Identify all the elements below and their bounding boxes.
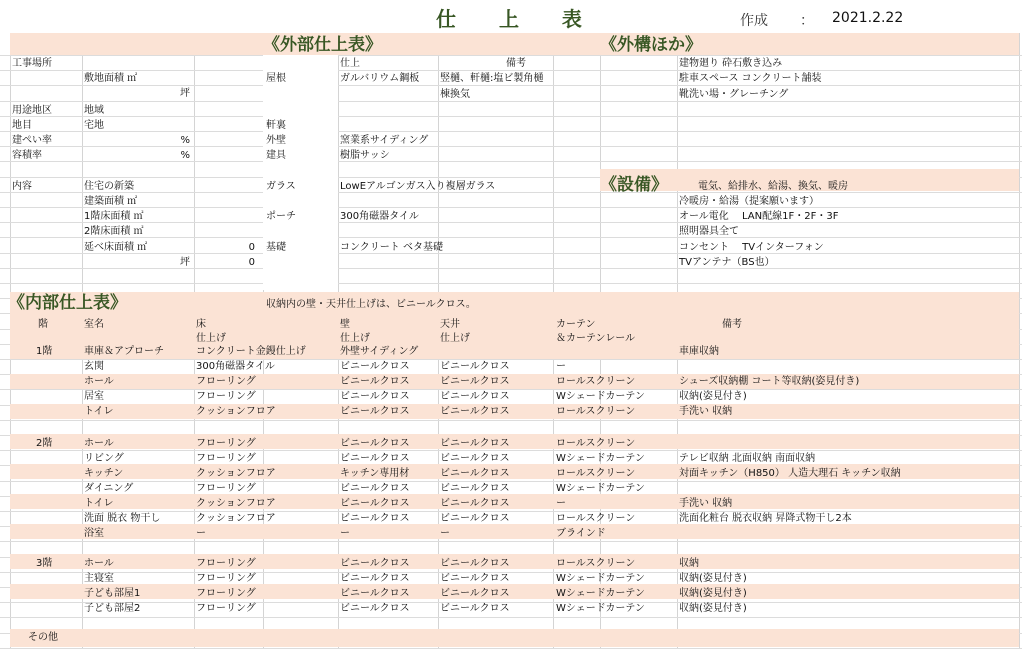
total-floor-area-label: 延べ床面積 ㎡ [84, 242, 148, 253]
curtain: ロールスクリーン [556, 376, 636, 387]
grid-hline [0, 146, 1022, 147]
curtain: Wシェードカーテン [556, 603, 645, 614]
curtain: ー [556, 361, 566, 372]
fittings-label: 建具 [266, 150, 286, 161]
floor-finish: フローリング [196, 588, 256, 599]
equipment-item: 冷暖房・給湯（提案願います） [679, 196, 819, 207]
remarks: 収納(姿見付き) [679, 603, 747, 614]
curtain: ロールスクリーン [556, 558, 636, 569]
coverage-unit: % [180, 135, 190, 146]
site-area-tsubo: 坪 [180, 88, 190, 99]
room-name: トイレ [84, 498, 114, 509]
col-header-remarks: 備考 [722, 319, 742, 330]
foundation-finish: コンクリート ベタ基礎 [340, 242, 443, 253]
exterior-section-heading: 《外部仕上表》 [263, 35, 382, 55]
curtain: Wシェードカーテン [556, 483, 645, 494]
curtain: Wシェードカーテン [556, 453, 645, 464]
floor-finish: フローリング [196, 573, 256, 584]
equipment-item: 照明器具全て [679, 226, 739, 237]
content-label: 内容 [12, 181, 32, 192]
room-name: 居室 [84, 391, 104, 402]
ceiling-finish: ビニールクロス [440, 376, 510, 387]
remarks: 収納 [679, 558, 699, 569]
wall-finish: ビニールクロス [340, 483, 410, 494]
room-name: ホール [84, 438, 114, 449]
room-name: 子ども部屋2 [84, 603, 141, 614]
remarks: テレビ収納 北面収納 南面収納 [679, 453, 816, 464]
interior-note: 収納内の壁・天井仕上げは、ビニールクロス。 [266, 299, 476, 310]
land-category-label: 地目 [12, 120, 32, 131]
room-name: 車庫＆アプローチ [84, 346, 164, 357]
col-header-floor-finish: 床 [196, 319, 206, 330]
ceiling-finish: ビニールクロス [440, 558, 510, 569]
grid-hline [0, 101, 1022, 102]
use-zone-value: 地域 [84, 105, 104, 116]
room-name: ホール [84, 376, 114, 387]
col-header-curtain: カーテン [556, 319, 596, 330]
row-band [10, 494, 1019, 509]
grid-hline [0, 237, 1022, 238]
remarks: 洗面化粧台 脱衣収納 昇降式物干し2本 [679, 513, 852, 524]
ceiling-finish: ビニールクロス [440, 361, 510, 372]
grid-hline [0, 648, 1022, 649]
floor-finish: クッションフロア [196, 468, 276, 479]
wall-finish: ー [340, 528, 350, 539]
floor-level-label: 1階 [36, 346, 53, 357]
curtain: ブラインド [556, 528, 606, 539]
remarks: 手洗い 収納 [679, 498, 733, 509]
wall-finish: ビニールクロス [340, 361, 410, 372]
exterior-other-section-heading: 《外構ほか》 [600, 35, 702, 55]
eaves-label: 軒裏 [266, 120, 286, 131]
curtain: Wシェードカーテン [556, 588, 645, 599]
floor-finish: ー [196, 528, 206, 539]
equipment-item: TVアンテナ（BS也） [679, 257, 775, 268]
floor-finish: クッションフロア [196, 406, 276, 417]
ceiling-finish: ビニールクロス [440, 391, 510, 402]
wall-finish: ビニールクロス [340, 406, 410, 417]
floor-level-label: 2階 [36, 438, 53, 449]
remarks: シューズ収納棚 コート等収納(姿見付き) [679, 376, 860, 387]
grid-hline [0, 541, 1022, 542]
row-band [10, 404, 1019, 419]
grid-hline [0, 617, 1022, 618]
grid-hline [0, 116, 1022, 117]
wall-finish: ビニールクロス [340, 453, 410, 464]
subheader-curtain-rail: ＆カーテンレール [556, 333, 636, 344]
floor-level-label: 3階 [36, 558, 53, 569]
site-area-label: 敷地面積 ㎡ [84, 73, 138, 84]
curtain: ロールスクリーン [556, 513, 636, 524]
wall-finish: ビニールクロス [340, 588, 410, 599]
wall-finish: ビニールクロス [340, 498, 410, 509]
ceiling-finish: ビニールクロス [440, 483, 510, 494]
grid-hline [0, 359, 1022, 360]
exterior-other-item: 駐車スペース コンクリート舗装 [679, 73, 822, 84]
grid-hline [0, 268, 1022, 269]
floor-area-ratio-unit: % [180, 150, 190, 161]
wall-finish: 窯業系サイディング [340, 135, 429, 146]
ceiling-finish: ビニールクロス [440, 468, 510, 479]
roof-label: 屋根 [266, 73, 286, 84]
created-label: 作成 [740, 13, 768, 29]
remarks: 車庫収納 [679, 346, 719, 357]
other-band [10, 629, 1019, 647]
curtain: ロールスクリーン [556, 468, 636, 479]
equipment-summary: 電気、給排水、給湯、換気、暖房 [698, 181, 848, 192]
floor-area-ratio-label: 容積率 [12, 150, 42, 161]
land-category-value: 宅地 [84, 120, 104, 131]
floor-finish: フローリング [196, 603, 256, 614]
wall-finish: ビニールクロス [340, 391, 410, 402]
coverage-label: 建ぺい率 [12, 135, 52, 146]
exterior-left-band [10, 33, 263, 55]
grid-hline [0, 253, 1022, 254]
floor1-area-label: 1階床面積 ㎡ [84, 211, 144, 222]
row-band [10, 584, 1019, 599]
created-colon: ： [800, 13, 814, 29]
grid-hline [0, 131, 1022, 132]
grid-hline [0, 481, 1022, 482]
room-name: キッチン [84, 468, 124, 479]
grid-hline [0, 572, 1022, 573]
ceiling-finish: ビニールクロス [440, 513, 510, 524]
ceiling-finish: ビニールクロス [440, 603, 510, 614]
ceiling-finish: ー [440, 528, 450, 539]
fittings-finish: 樹脂サッシ [340, 150, 390, 161]
floor-finish: フローリング [196, 558, 256, 569]
curtain: ロールスクリーン [556, 406, 636, 417]
room-name: 子ども部屋1 [84, 588, 141, 599]
ceiling-finish: ビニールクロス [440, 438, 510, 449]
room-name: 玄関 [84, 361, 104, 372]
room-name: 浴室 [84, 528, 104, 539]
total-tsubo-label: 坪 [180, 257, 190, 268]
equipment-item: オール電化 LAN配線1F・2F・3F [679, 211, 839, 222]
row-band [10, 374, 1019, 389]
porch-finish: 300角磁器タイル [340, 211, 419, 222]
curtain: ー [556, 498, 566, 509]
total-floor-area-value: 0 [248, 242, 255, 253]
floor-finish: コンクリート金鏝仕上げ [196, 346, 306, 357]
grid-hline [0, 389, 1022, 390]
floor-finish: 300角磁器タイル [196, 361, 275, 372]
ceiling-finish: ビニールクロス [440, 573, 510, 584]
room-name: 洗面 脱衣 物干し [84, 513, 161, 524]
grid-hline [0, 283, 1022, 284]
remarks: 手洗い 収納 [679, 406, 733, 417]
glass-label: ガラス [266, 181, 296, 192]
interior-section-heading: 《内部仕上表》 [8, 293, 127, 313]
grid-hline [0, 420, 1022, 421]
curtain: Wシェードカーテン [556, 391, 645, 402]
col-header-ceiling: 天井 [440, 319, 460, 330]
floor-finish: フローリング [196, 438, 256, 449]
grid-vline [1019, 33, 1020, 648]
floor-finish: フローリング [196, 453, 256, 464]
col-header-wall: 壁 [340, 319, 350, 330]
grid-hline [0, 602, 1022, 603]
grid-hline [0, 192, 1022, 193]
floor-finish: クッションフロア [196, 498, 276, 509]
remarks: 収納(姿見付き) [679, 391, 747, 402]
exterior-other-item: 靴洗い場・グレーチング [679, 89, 789, 100]
wall-finish: キッチン専用材 [340, 468, 410, 479]
interior-header-band [10, 292, 1019, 344]
ceiling-finish: ビニールクロス [440, 406, 510, 417]
created-date: 2021.2.22 [832, 10, 904, 26]
exterior-note-col-header: 備考 [506, 58, 526, 69]
floor-finish: クッションフロア [196, 513, 276, 524]
room-name: 主寝室 [84, 573, 114, 584]
wall-finish: ビニールクロス [340, 438, 410, 449]
col-header-floor: 階 [38, 319, 48, 330]
foundation-label: 基礎 [266, 242, 286, 253]
remarks: 対面キッチン（H850） 人造大理石 キッチン収納 [679, 468, 901, 479]
room-name: トイレ [84, 406, 114, 417]
grid-hline [0, 207, 1022, 208]
content-value: 住宅の新築 [84, 181, 134, 192]
wall-finish: 外壁サイディング [340, 346, 419, 357]
exterior-other-item: 建物廻り 砕石敷き込み [679, 58, 783, 69]
remarks: 収納(姿見付き) [679, 588, 747, 599]
total-tsubo-value: 0 [248, 257, 255, 268]
floor-finish: フローリング [196, 483, 256, 494]
roof-note-2: 棟換気 [440, 89, 470, 100]
wall-finish: ビニールクロス [340, 603, 410, 614]
grid-hline [0, 161, 1022, 162]
wall-finish: ビニールクロス [340, 558, 410, 569]
row-band [10, 434, 1019, 449]
row-band [10, 524, 1019, 539]
subheader-ceiling-finish: 仕上げ [440, 333, 470, 344]
roof-finish: ガルバリウム鋼板 [340, 73, 420, 84]
grid-hline [0, 222, 1022, 223]
remarks: 収納(姿見付き) [679, 573, 747, 584]
room-name: ホール [84, 558, 114, 569]
ceiling-finish: ビニールクロス [440, 498, 510, 509]
curtain: Wシェードカーテン [556, 573, 645, 584]
wall-finish: ビニールクロス [340, 513, 410, 524]
document-title: 仕 上 表 [436, 7, 600, 31]
wall-finish: ビニールクロス [340, 573, 410, 584]
room-name: ダイニング [84, 483, 134, 494]
wall-finish: ビニールクロス [340, 376, 410, 387]
roof-note: 竪樋、軒樋:塩ビ製角樋 [440, 73, 544, 84]
floor2-area-label: 2階床面積 ㎡ [84, 226, 144, 237]
wall-label: 外壁 [266, 135, 286, 146]
equipment-item: コンセント TVインターフォン [679, 242, 824, 253]
ceiling-finish: ビニールクロス [440, 588, 510, 599]
building-area-label: 建築面積 ㎡ [84, 196, 138, 207]
glass-finish: LowEアルゴンガス入り複層ガラス [340, 181, 496, 192]
grid-hline [0, 450, 1022, 451]
exterior-finish-col-header: 仕上 [340, 58, 360, 69]
use-zone-label: 用途地区 [12, 105, 52, 116]
floor-finish: フローリング [196, 391, 256, 402]
col-header-room: 室名 [84, 319, 104, 330]
equipment-section-heading: 《設備》 [600, 175, 668, 195]
floor-finish: フローリング [196, 376, 256, 387]
porch-label: ポーチ [266, 211, 296, 222]
curtain: ロールスクリーン [556, 438, 636, 449]
construction-site-label: 工事場所 [12, 58, 52, 69]
subheader-wall-finish: 仕上げ [340, 333, 370, 344]
room-name: リビング [84, 453, 124, 464]
ceiling-finish: ビニールクロス [440, 453, 510, 464]
other-label: その他 [28, 632, 58, 643]
row-band [10, 554, 1019, 569]
subheader-floor-finish: 仕上げ [196, 333, 226, 344]
